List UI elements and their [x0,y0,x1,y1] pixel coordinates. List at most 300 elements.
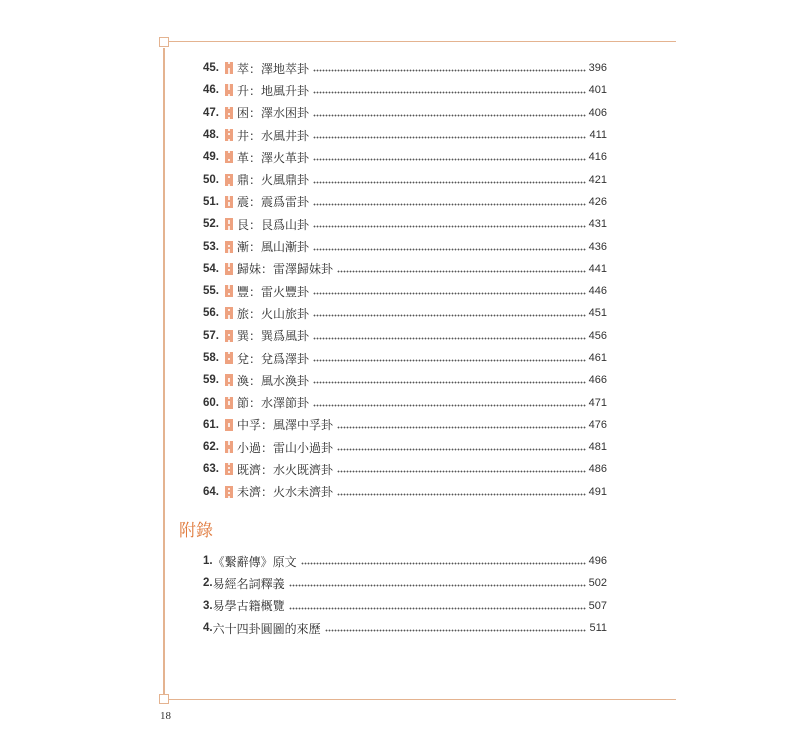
hexagram-yin-line-segment [230,397,233,398]
hexagram-yin-line-segment [225,444,228,445]
hexagram-yin-line-segment [230,184,233,185]
hexagram-yin-line-segment [230,379,233,380]
toc-entry-number: 53. [203,240,219,253]
hexagram-yang-line [225,135,233,136]
hexagram-yang-line [225,332,233,333]
toc-entry-page: 411 [589,129,607,142]
hexagram-yin-line-segment [230,223,233,224]
hexagram-yang-line [225,486,233,487]
hexagram-yang-line [225,180,233,181]
toc-entry-number: 63. [203,463,219,476]
hexagram-yin-line-segment [225,403,228,404]
toc-entry [203,235,607,257]
toc-entry-title: 既濟：水火既濟卦 [237,462,334,477]
hexagram-yin-line-segment [230,468,233,469]
hexagram-yang-line [225,399,233,400]
appendix-entry-title: 易學古籍概覽 [212,599,285,614]
hexagram-yang-line [225,64,233,65]
hexagram-yin-line-segment [225,68,228,69]
toc-entry-number: 51. [203,195,219,208]
appendix-entry-title: 六十四卦圓圖的來歷 [212,621,321,636]
dot-leader [337,470,586,473]
toc-entry-number: 54. [203,262,219,275]
toc-entry-number: 56. [203,307,219,320]
toc-entry-page: 421 [588,173,607,186]
hexagram-yang-line [225,377,233,378]
toc-entry [203,391,607,413]
toc-entry [203,458,607,480]
hexagram-yin-line-segment [225,133,228,134]
hexagram-yin-line-segment [230,340,233,341]
hexagram-yin-line-segment [225,95,228,96]
toc-entry [203,57,607,79]
toc-entry-number: 58. [203,352,219,364]
hexagram-yin-line-segment [230,68,233,69]
hexagram-yin-line-segment [225,229,228,230]
toc-entry-title: 兌：兌爲澤卦 [237,351,310,366]
hexagram-yin-line-segment [230,472,233,473]
hexagram-yin-line-segment [225,265,228,266]
hexagram-yin-line-segment [230,496,233,497]
dot-leader [313,136,586,139]
hexagram-yin-line-segment [225,488,228,489]
hexagram-yin-line-segment [230,72,233,73]
toc-entry-page: 436 [588,240,607,253]
hexagram-yin-line-segment [225,358,228,359]
hexagram-yang-line [225,490,233,491]
hexagram-icon [225,285,233,297]
dot-leader [313,248,586,251]
hexagram-icon [225,107,233,119]
hexagram-yang-line [225,131,233,132]
hexagram-yang-line [225,267,233,268]
hexagram-yin-line-segment [230,381,233,382]
hexagram-icon [225,196,233,208]
dot-leader [313,158,586,161]
hexagram-yin-line-segment [225,70,228,71]
dot-leader [313,292,586,295]
hexagram-yang-line [225,336,233,337]
hexagram-yang-line [225,174,233,175]
appendix-entry [203,617,607,639]
top-corner-square [159,37,169,47]
hexagram-yin-line-segment [230,176,233,177]
toc-entry-page: 466 [588,374,607,387]
hexagram-yin-line-segment [230,287,233,288]
hexagram-yang-line [225,182,233,183]
hexagram-yin-line-segment [230,133,233,134]
hexagram-yin-line-segment [225,62,228,63]
toc-entry-number: 60. [203,396,219,409]
toc-entry [203,325,607,347]
hexagram-icon [225,218,233,230]
hexagram-yin-line-segment [225,496,228,497]
appendix-entry-page: 496 [588,555,607,568]
hexagram-yin-line-segment [225,113,228,114]
hexagram-yin-line-segment [230,89,233,90]
hexagram-yang-line [225,273,233,274]
toc-entry-number: 52. [203,218,219,231]
hexagram-yin-line-segment [230,450,233,451]
hexagram-icon [225,62,233,74]
hexagram-yin-line-segment [230,87,233,88]
hexagram-yin-line-segment [225,425,228,426]
hexagram-icon [225,241,233,253]
hexagram-icon [225,151,233,163]
hexagram-yin-line-segment [230,196,233,197]
hexagram-yin-line-segment [230,198,233,199]
hexagram-yang-line [225,383,233,384]
toc-entry-page: 426 [588,195,607,208]
hexagram-yin-line-segment [230,251,233,252]
hexagram-yin-line-segment [225,87,228,88]
toc-entry-title: 困：澤水困卦 [237,106,310,121]
hexagram-yin-line-segment [230,401,233,402]
hexagram-yang-line [225,494,233,495]
toc-entry-title: 未濟：火水未濟卦 [237,485,334,500]
hexagram-yang-line [225,241,233,242]
appendix-entry-number: 4. [203,622,213,635]
toc-entry-page: 456 [588,329,607,342]
hexagram-yang-line [225,66,233,67]
hexagram-yin-line-segment [230,152,233,153]
toc-entry-title: 旅：火山旅卦 [237,306,310,321]
hexagram-yang-line [225,271,233,272]
toc-entry-title: 萃：澤地萃卦 [237,61,310,76]
hexagram-yang-line [225,247,233,248]
hexagram-yang-line [225,405,233,406]
hexagram-yin-line-segment [225,139,228,140]
hexagram-yin-line-segment [225,468,228,469]
hexagram-icon [225,486,233,498]
hexagram-yin-line-segment [225,310,228,311]
toc-entry-title: 巽：巽爲風卦 [237,329,310,344]
hexagram-yin-line-segment [225,198,228,199]
hexagram-yang-line [225,243,233,244]
toc-entry-page: 451 [588,307,607,320]
dot-leader [313,225,586,228]
hexagram-yin-line-segment [225,318,228,319]
toc-entry-page: 431 [588,218,607,231]
hexagram-yang-line [225,225,233,226]
hexagram-yin-line-segment [225,129,228,130]
hexagram-yin-line-segment [230,423,233,424]
hexagram-yin-line-segment [225,202,228,203]
appendix-entry-title: 易經名詞釋義 [212,576,285,591]
toc-entry-number: 64. [203,485,219,498]
hexagram-yin-line-segment [230,85,233,86]
hexagram-yin-line-segment [230,492,233,493]
toc-entry [203,347,607,369]
toc-entry-number: 55. [203,285,219,298]
hexagram-yang-line [225,158,233,159]
hexagram-yin-line-segment [225,472,228,473]
hexagram-yin-line-segment [225,89,228,90]
toc-entry-page: 476 [588,418,607,431]
toc-entry-title: 艮：艮爲山卦 [237,217,310,232]
toc-entry-title: 小過：雷山小過卦 [237,440,334,455]
hexagram-yin-line-segment [225,285,228,286]
hexagram-yin-line-segment [225,340,228,341]
hexagram-yin-line-segment [230,227,233,228]
hexagram-yin-line-segment [225,401,228,402]
hexagram-yin-line-segment [230,265,233,266]
hexagram-yang-line [225,446,233,447]
appendix-entry-number: 3. [203,599,213,612]
hexagram-yin-line-segment [230,310,233,311]
hexagram-yin-line-segment [225,263,228,264]
hexagram-yin-line-segment [230,488,233,489]
hexagram-yang-line [225,91,233,92]
hexagram-yang-line [225,314,233,315]
toc-appendix-list [203,550,607,639]
hexagram-yin-line-segment [230,117,233,118]
toc-entry-title: 歸妹：雷澤歸妹卦 [237,262,334,277]
dot-leader [337,493,586,496]
hexagram-yin-line-segment [230,204,233,205]
hexagram-yin-line-segment [225,251,228,252]
hexagram-yin-line-segment [230,385,233,386]
hexagram-yin-line-segment [225,160,228,161]
dot-leader [337,270,586,273]
dot-leader [313,404,586,407]
toc-entry-page: 441 [588,262,607,275]
toc-entry-number: 59. [203,374,219,387]
hexagram-yang-line [225,360,233,361]
toc-entry-title: 鼎：火風鼎卦 [237,173,310,188]
hexagram-yin-line-segment [225,107,228,108]
toc-entry-page: 486 [588,463,607,476]
hexagram-icon [225,129,233,141]
toc-entry-page: 491 [588,485,607,498]
appendix-entry-number: 1. [203,555,213,568]
hexagram-yang-line [225,429,233,430]
dot-leader [337,426,586,429]
toc-entry-page: 481 [588,441,607,454]
toc-entry-page: 406 [588,106,607,119]
hexagram-yin-line-segment [225,85,228,86]
hexagram-yin-line-segment [230,62,233,63]
hexagram-yang-line [225,295,233,296]
hexagram-yin-line-segment [225,293,228,294]
toc-entry-title: 渙：風水渙卦 [237,373,310,388]
hexagram-yang-line [225,137,233,138]
appendix-entry [203,550,607,572]
appendix-entry [203,572,607,594]
dot-leader [313,69,586,72]
toc-entry-page: 396 [588,62,607,75]
hexagram-yang-line [225,362,233,363]
hexagram-yang-line [225,206,233,207]
toc-entry-title: 革：澤火革卦 [237,150,310,165]
appendix-entry [203,595,607,617]
hexagram-yin-line-segment [225,152,228,153]
toc-entry-number: 48. [203,129,219,142]
hexagram-yin-line-segment [230,358,233,359]
toc-entry-number: 62. [203,441,219,454]
toc-entry-page: 461 [588,352,607,364]
hexagram-yin-line-segment [225,184,228,185]
appendix-heading: 附錄 [179,521,213,541]
toc-entry [203,168,607,190]
hexagram-yin-line-segment [230,107,233,108]
hexagram-yin-line-segment [225,269,228,270]
toc-entry-page: 401 [588,84,607,97]
toc-entry [203,280,607,302]
toc-entry-page: 471 [588,396,607,409]
hexagram-yang-line [225,291,233,292]
hexagram-yang-line [225,115,233,116]
hexagram-yin-line-segment [230,113,233,114]
hexagram-yin-line-segment [225,397,228,398]
hexagram-yin-line-segment [230,70,233,71]
hexagram-yang-line [225,338,233,339]
dot-leader [289,584,586,587]
hexagram-icon [225,307,233,319]
hexagram-yin-line-segment [225,385,228,386]
toc-entry [203,79,607,101]
toc-entry [203,414,607,436]
hexagram-yin-line-segment [225,227,228,228]
dot-leader [313,359,586,362]
hexagram-yin-line-segment [225,223,228,224]
hexagram-yang-line [225,200,233,201]
hexagram-icon [225,419,233,431]
appendix-entry-number: 2. [203,577,213,590]
hexagram-yin-line-segment [230,245,233,246]
hexagram-icon [225,174,233,186]
hexagram-yin-line-segment [230,139,233,140]
toc-entry-title: 中孚：風澤中孚卦 [237,418,334,433]
toc-entry-title: 漸：風山漸卦 [237,240,310,255]
toc-entry-number: 50. [203,173,219,186]
dot-leader [301,562,586,565]
hexagram-icon [225,397,233,409]
top-rule [169,41,676,42]
hexagram-icon [225,374,233,386]
hexagram-yin-line-segment [225,423,228,424]
hexagram-yin-line-segment [225,452,228,453]
hexagram-yin-line-segment [225,381,228,382]
dot-leader [337,448,586,451]
hexagram-yin-line-segment [230,269,233,270]
hexagram-yin-line-segment [230,318,233,319]
toc-entry-title: 節：水澤節卦 [237,396,310,411]
hexagram-yin-line-segment [230,221,233,222]
appendix-entry-page: 502 [588,577,607,590]
toc-entry-title: 井：水風井卦 [237,128,310,143]
toc-entry [203,146,607,168]
toc-entry [203,213,607,235]
hexagram-icon [225,352,233,364]
hexagram-yin-line-segment [230,442,233,443]
hexagram-yin-line-segment [230,464,233,465]
hexagram-icon [225,84,233,96]
dot-leader [289,607,586,610]
hexagram-yang-line [225,470,233,471]
hexagram-yin-line-segment [225,176,228,177]
hexagram-yang-line [225,356,233,357]
toc-entry [203,102,607,124]
hexagram-icon [225,463,233,475]
hexagram-yang-line [225,330,233,331]
hexagram-yang-line [225,178,233,179]
hexagram-yin-line-segment [225,464,228,465]
dot-leader [313,91,586,94]
hexagram-yin-line-segment [230,249,233,250]
hexagram-yang-line [225,448,233,449]
hexagram-yin-line-segment [230,425,233,426]
toc-hexagram-list [203,57,607,503]
bottom-corner-square [159,694,169,704]
toc-entry-page: 446 [588,285,607,298]
hexagram-yang-line [225,375,233,376]
toc-entry [203,369,607,391]
hexagram-yin-line-segment [225,117,228,118]
hexagram-yang-line [225,111,233,112]
appendix-entry-title: 《繫辭傳》原文 [212,554,297,569]
toc-entry-number: 61. [203,418,219,431]
toc-entry [203,124,607,146]
hexagram-yin-line-segment [225,249,228,250]
toc-entry-number: 57. [203,329,219,342]
hexagram-yin-line-segment [225,334,228,335]
hexagram-yin-line-segment [230,129,233,130]
hexagram-yin-line-segment [230,452,233,453]
hexagram-yang-line [225,421,233,422]
hexagram-yang-line [225,109,233,110]
hexagram-yin-line-segment [230,95,233,96]
hexagram-yang-line [225,419,233,420]
hexagram-yang-line [225,154,233,155]
hexagram-yin-line-segment [230,316,233,317]
hexagram-yin-line-segment [225,72,228,73]
hexagram-yin-line-segment [225,221,228,222]
hexagram-yin-line-segment [230,334,233,335]
hexagram-yang-line [225,407,233,408]
hexagram-yin-line-segment [230,263,233,264]
hexagram-yang-line [225,93,233,94]
hexagram-yang-line [225,308,233,309]
appendix-entry-page: 507 [588,599,607,612]
hexagram-yin-line-segment [225,316,228,317]
toc-entry-title: 升：地風升卦 [237,83,310,98]
hexagram-yang-line [225,289,233,290]
toc-entry-number: 46. [203,84,219,97]
hexagram-yang-line [225,162,233,163]
hexagram-yin-line-segment [230,403,233,404]
toc-entry-number: 45. [203,62,219,75]
hexagram-yin-line-segment [225,450,228,451]
hexagram-yang-line [225,354,233,355]
dot-leader [313,314,586,317]
dot-leader [313,114,586,117]
dot-leader [325,629,586,632]
toc-entry [203,436,607,458]
dot-leader [313,181,586,184]
toc-entry-number: 47. [203,106,219,119]
hexagram-yin-line-segment [230,285,233,286]
hexagram-yin-line-segment [230,160,233,161]
hexagram-yin-line-segment [225,352,228,353]
hexagram-yang-line [225,466,233,467]
hexagram-yin-line-segment [230,229,233,230]
bottom-rule [169,699,676,700]
hexagram-yin-line-segment [225,245,228,246]
hexagram-yin-line-segment [225,492,228,493]
hexagram-icon [225,330,233,342]
left-margin-rule [163,48,165,694]
